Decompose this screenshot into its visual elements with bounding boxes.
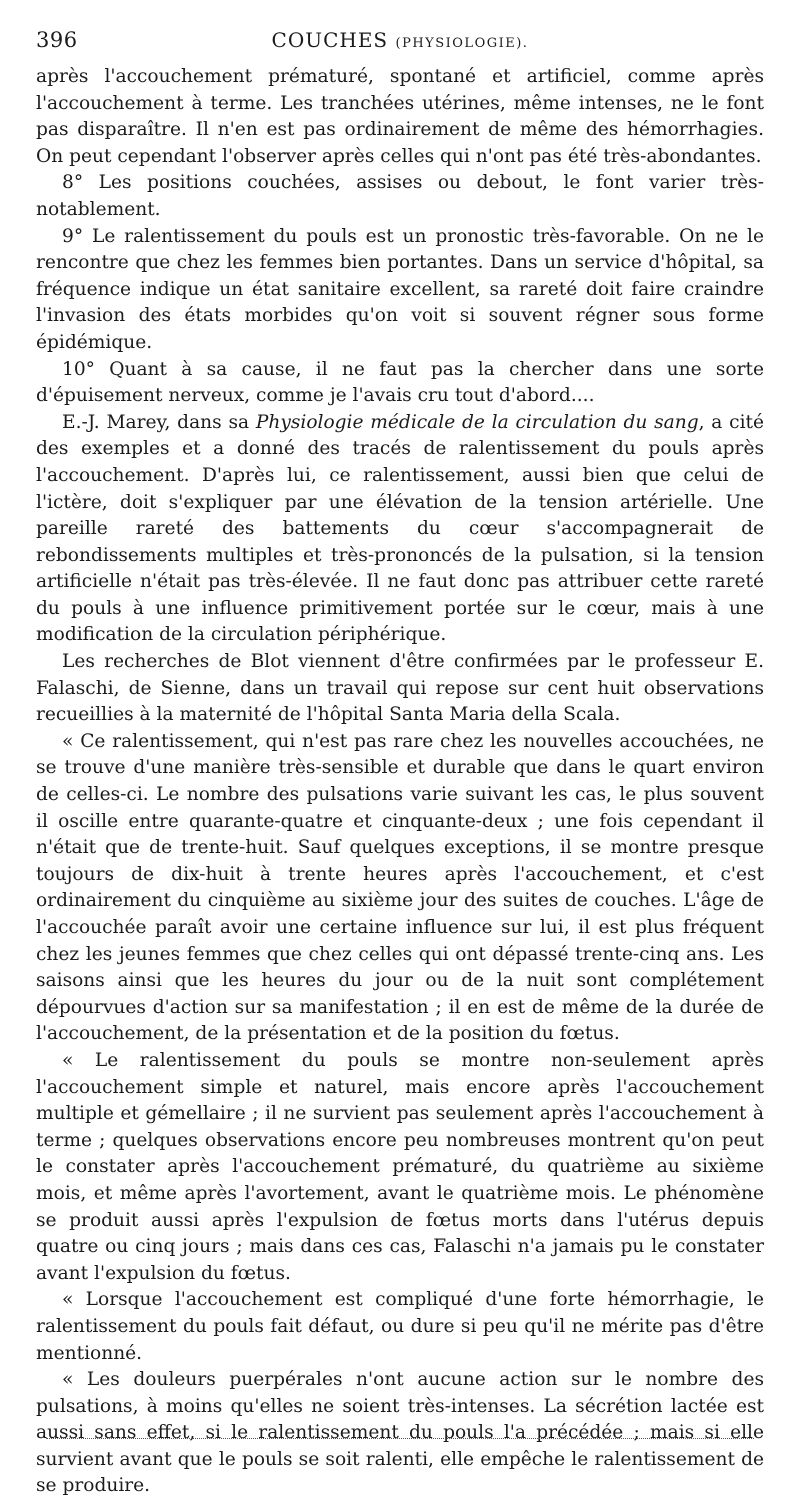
paragraph: « Le ralentissement du pouls se montre non-seulement après l'accouchement simple et naturel, mais encore après l'accouchement multiple et gémellaire ; il ne survient pas seulement après l'accouchement à terme ; quelques observations encore peu nombreuses montrent qu'on peut le constater après l'accouchement prématuré, du quatrième au sixième mois, et même après l'avortement, avant le quatrième mois. Le phénomène se produit aussi après l'expulsion de fœtus morts dans l'utérus depuis quatre ou cinq jours ; mais dans ces cas, Falaschi n'a jamais pu le constater avant l'expulsion du fœtus.	[36, 1049, 764, 1284]
book-title-italic: Physiologie médicale de la circulation du sang	[255, 411, 699, 433]
body-text	[36, 64, 764, 1500]
paragraph-tail: , a cité des exemples et a donné des tracés de ralentissement du pouls après l'accouchement. D'après lui, ce ralentissement, aussi bien que celui de l'ictère, doit s'expliquer par une élévation de la tension artérielle. Une pareille rareté des battements du cœur s'accompagnerait de rebondissements multiples et très-prononcés de la pulsation, si la tension artificielle n'était pas très-élevée. Il ne faut donc pas attribuer cette rareté du pouls à une influence primitivement portée sur le cœur, mais à une modification de la circulation périphérique.	[36, 411, 764, 646]
paragraph-lead: E.-J. Marey, dans sa	[62, 411, 256, 433]
footer-dotted-rule	[46, 1438, 754, 1439]
paragraph: « Les douleurs puerpérales n'ont aucune action sur le nombre des pulsations, à moins qu'elles ne soient très-intenses. La sécrétion lactée est aussi sans effet, si le ralentissement du pouls l'a précédée ; mais si elle survient avant que le pouls se soit ralenti, elle empêche le ralentissement de se produire.	[36, 1369, 764, 1497]
paragraph	[36, 410, 764, 649]
paragraph: 10° Quant à sa cause, il ne faut pas la chercher dans une sorte d'épuisement nerveux, comme je l'avais cru tout d'abord....	[36, 358, 764, 407]
paragraph: 9° Le ralentissement du pouls est un pronostic très-favorable. On ne le rencontre que chez les femmes bien portantes. Dans un service d'hôpital, sa fréquence indique un état sanitaire excellent, sa rareté doit faire craindre l'invasion des états morbides qu'on voit si souvent régner sous forme épidémique.	[36, 225, 764, 353]
paragraph: Les recherches de Blot viennent d'être confirmées par le professeur E. Falaschi, de Sienne, dans un travail qui repose sur cent huit observations recueillies à la maternité de l'hôpital Santa Maria della Scala.	[36, 651, 764, 726]
running-head	[36, 28, 764, 52]
paragraph: « Lorsque l'accouchement est compliqué d'une forte hémorrhagie, le ralentissement du pouls fait défaut, ou dure si peu qu'il ne mérite pas d'être mentionné.	[36, 1289, 764, 1364]
running-head-title: COUCHES	[271, 28, 389, 52]
page-header	[36, 28, 764, 58]
running-head-subtitle: (PHYSIOLOGIE).	[395, 36, 529, 51]
paragraph: après l'accouchement prématuré, spontané et artificiel, comme après l'accouchement à terme. Les tranchées utérines, même intenses, ne le font pas disparaître. Il n'en est pas ordinairement de même des hémorrhagies. On peut cependant l'observer après celles qui n'ont pas été très-abondantes.	[36, 66, 764, 167]
paragraph: 8° Les positions couchées, assises ou debout, le font varier très-notablement.	[36, 172, 764, 220]
paragraph: « Ce ralentissement, qui n'est pas rare chez les nouvelles accouchées, ne se trouve d'une manière très-sensible et durable que dans le quart environ de celles-ci. Le nombre des pulsations varie suivant les cas, le plus souvent il oscille entre quarante-quatre et cinquante-deux ; une fois cependant il n'était que de trente-huit. Sauf quelques exceptions, il se montre presque toujours de dix-huit à trente heures après l'accouchement, et c'est ordinairement du cinquième au sixième jour des suites de couches. L'âge de l'accouchée paraît avoir une certaine influence sur lui, il est plus fréquent chez les jeunes femmes que chez celles qui ont dépassé trente-cinq ans. Les saisons ainsi que les heures du jour ou de la nuit sont complétement dépourvues d'action sur sa manifestation ; il en est de même de la durée de l'accouchement, de la présentation et de la position du fœtus.	[36, 730, 764, 1045]
page-number: 396	[36, 28, 78, 52]
